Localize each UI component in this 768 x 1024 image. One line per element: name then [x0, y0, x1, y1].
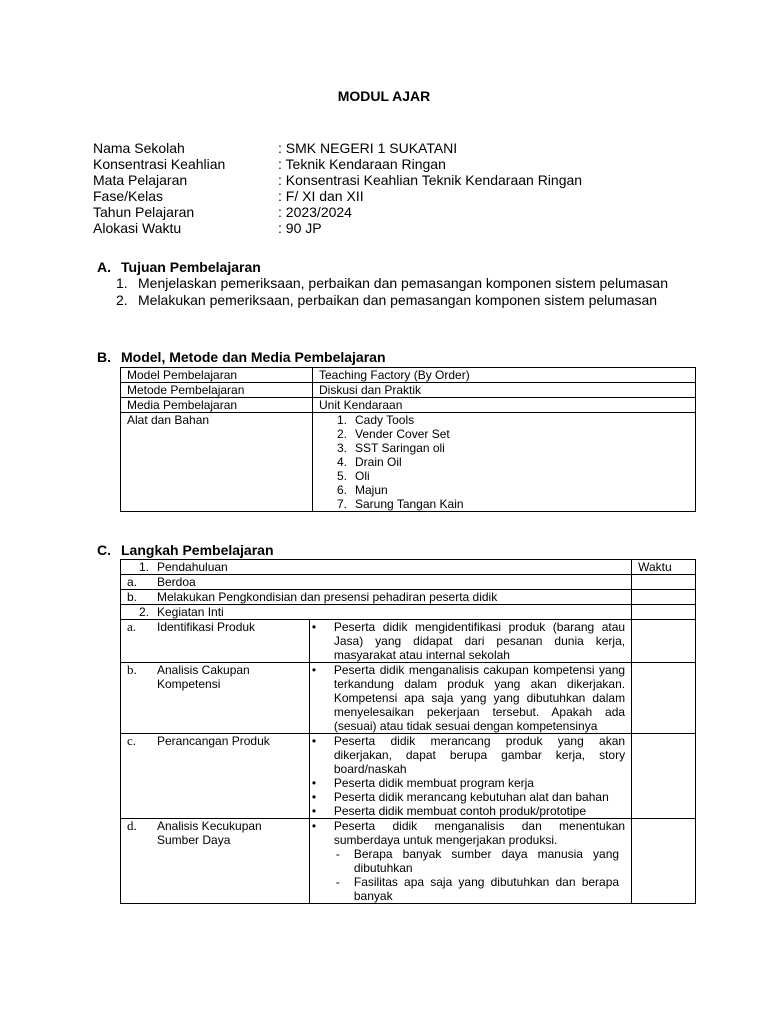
table-cell: [121, 590, 632, 605]
list-number: 7.: [336, 497, 347, 511]
table-cell: [309, 620, 631, 663]
row-label: Pendahuluan: [157, 560, 228, 574]
list-item: [319, 469, 695, 483]
list-item: [319, 441, 695, 455]
table-cell-value: Diskusi dan Praktik: [313, 383, 696, 398]
list-text: Peserta didik mengidentifikasi produk (barang atau Jasa) yang didapat dari pesanan dunia kerja, masyarakat atau internal sekolah: [333, 620, 626, 662]
table-cell: [309, 663, 631, 734]
section-a-heading: [97, 259, 261, 275]
table-cell-label: Metode Pembelajaran: [121, 383, 313, 398]
identity-label: Tahun Pelajaran: [93, 204, 195, 220]
table-cell: [632, 734, 696, 819]
list-number: 1.: [336, 413, 347, 427]
identity-value: : Konsentrasi Keahlian Teknik Kendaraan Ringan: [278, 172, 583, 188]
identity-row: [93, 220, 582, 236]
section-letter: A.: [97, 259, 111, 275]
table-cell: [121, 605, 632, 620]
table-row: [121, 398, 696, 413]
row-letter: d.: [127, 818, 137, 833]
model-table: [120, 367, 696, 512]
table-row: [121, 605, 696, 620]
sub-item: - Berapa banyak sumber daya manusia yang dibutuhkan: [335, 847, 620, 875]
table-cell: [309, 819, 631, 904]
table-cell: [121, 819, 310, 904]
sub-text: Berapa banyak sumber daya manusia yang dibutuhkan: [353, 847, 620, 875]
identity-block: [93, 140, 582, 236]
identity-row: [93, 156, 582, 172]
identity-value: : SMK NEGERI 1 SUKATANI: [278, 140, 458, 156]
table-cell-label: Alat dan Bahan: [121, 413, 313, 512]
goal-item: [116, 275, 676, 291]
list-text: Sarung Tangan Kain: [355, 497, 464, 511]
list-number: 5.: [336, 469, 347, 483]
identity-value: : 90 JP: [278, 220, 322, 236]
table-row: [121, 663, 696, 734]
row-number: 2.: [138, 605, 149, 619]
table-row: [121, 368, 696, 383]
table-cell: [632, 819, 696, 904]
list-text: Peserta didik merancang produk yang akan dikerjakan, dapat berupa gambar kerja, story board/naskah: [333, 734, 626, 776]
row-label: Perancangan Produk: [157, 734, 270, 748]
table-cell: [309, 734, 631, 819]
list-text: Peserta didik membuat program kerja: [333, 776, 534, 790]
list-number: 3.: [336, 441, 347, 455]
list-item: • Peserta didik mengidentifikasi produk (barang atau Jasa) yang didapat dari pesanan dunia kerja, masyarakat atau internal sekolah: [311, 620, 626, 662]
identity-value: : 2023/2024: [278, 204, 352, 220]
list-item: [319, 427, 695, 441]
identity-label: Alokasi Waktu: [93, 220, 182, 236]
list-item: [319, 455, 695, 469]
list-item: [319, 413, 695, 427]
section-c-heading: [97, 542, 274, 558]
identity-label: Mata Pelajaran: [93, 172, 188, 188]
list-text: Peserta didik menganalisis cakupan kompetensi yang terkandung dalam produk yang akan dikerjakan. Kompetensi apa saja yang yang dibutuhkan dalam menyelesaikan pekerjaan tersebut. Apakah ada (sesuai) atau tidak sesuai dengan kompetensinya: [333, 663, 626, 733]
row-letter: b.: [127, 590, 138, 604]
identity-row: [93, 204, 582, 220]
table-row: [121, 819, 696, 904]
row-letter: a.: [127, 575, 138, 589]
sub-text: Fasilitas apa saja yang dibutuhkan dan berapa banyak: [353, 875, 620, 903]
row-letter: c.: [127, 733, 137, 748]
tools-cell: [313, 413, 696, 512]
row-label: Analisis Cakupan Kompetensi: [157, 663, 250, 691]
document-title: MODUL AJAR: [337, 88, 431, 104]
table-row: [121, 734, 696, 819]
section-title: Tujuan Pembelajaran: [121, 259, 261, 275]
row-label: Identifikasi Produk: [157, 620, 256, 634]
table-cell: [121, 620, 310, 663]
identity-value: : Teknik Kendaraan Ringan: [278, 156, 446, 172]
list-item: • Peserta didik merancang kebutuhan alat dan bahan: [311, 790, 609, 804]
table-row: [121, 575, 696, 590]
table-row: [121, 383, 696, 398]
table-row: [121, 413, 696, 512]
identity-value: : F/ XI dan XII: [278, 188, 364, 204]
list-item: • Peserta didik menganalisis dan menentukan sumberdaya untuk mengerjakan produksi. - Berapa banyak sumber daya manusia yang dibutuhkan - Fasilitas apa saja yang dibutuhkan dan berapa banyak: [311, 819, 626, 903]
table-cell: [632, 590, 696, 605]
goal-text: Melakukan pemeriksaan, perbaikan dan pemasangan komponen sistem pelumasan: [138, 292, 658, 308]
list-number: 2.: [336, 427, 347, 441]
goals-list: [116, 275, 676, 309]
goal-text: Menjelaskan pemeriksaan, perbaikan dan pemasangan komponen sistem pelumasan: [138, 275, 668, 291]
bullet-list: [310, 734, 631, 818]
list-text: Peserta didik menganalisis dan menentukan sumberdaya untuk mengerjakan produksi.: [333, 819, 626, 847]
row-text: Berdoa: [157, 575, 196, 589]
section-letter: B.: [97, 349, 111, 365]
steps-table: [120, 559, 696, 904]
identity-row: [93, 188, 582, 204]
bullet-list: [310, 819, 631, 903]
list-item: • Peserta didik menganalisis cakupan kompetensi yang terkandung dalam produk yang akan dikerjakan. Kompetensi apa saja yang yang dibutuhkan dalam menyelesaikan pekerjaan tersebut. Apakah ada (sesuai) atau tidak sesuai dengan kompetensinya: [311, 663, 626, 733]
table-cell: [632, 620, 696, 663]
list-text: Peserta didik membuat contoh produk/prototipe: [333, 804, 587, 818]
goal-item: [116, 292, 676, 308]
list-item: [319, 497, 695, 511]
row-letter: a.: [127, 619, 137, 634]
list-item: [319, 483, 695, 497]
list-text: Vender Cover Set: [355, 427, 450, 441]
table-cell: [121, 734, 310, 819]
goal-number: 2.: [116, 292, 128, 308]
table-cell: [632, 575, 696, 590]
list-text: SST Saringan oli: [355, 441, 445, 455]
table-cell: [121, 560, 632, 575]
table-cell: [632, 663, 696, 734]
row-label: Analisis Kecukupan Sumber Daya: [157, 819, 262, 847]
goal-number: 1.: [116, 275, 128, 291]
row-text: Melakukan Pengkondisian dan presensi pehadiran peserta didik: [157, 590, 498, 604]
table-cell: [632, 605, 696, 620]
tools-list: [319, 413, 695, 511]
list-text: Peserta didik merancang kebutuhan alat dan bahan: [333, 790, 609, 804]
section-letter: C.: [97, 542, 111, 558]
identity-row: [93, 140, 582, 156]
list-number: 4.: [336, 455, 347, 469]
identity-label: Konsentrasi Keahlian: [93, 156, 226, 172]
list-number: 6.: [336, 483, 347, 497]
sub-item: - Fasilitas apa saja yang dibutuhkan dan berapa banyak: [335, 875, 620, 903]
table-cell: [121, 663, 310, 734]
section-title: Langkah Pembelajaran: [121, 542, 274, 558]
table-cell-label: Media Pembelajaran: [121, 398, 313, 413]
list-text: Majun: [355, 483, 388, 497]
section-b-heading: [97, 349, 386, 365]
waktu-header: Waktu: [632, 560, 696, 575]
table-cell: [121, 575, 632, 590]
table-row: [121, 560, 696, 575]
bullet-list: [310, 620, 631, 662]
list-item: • Peserta didik membuat contoh produk/prototipe: [311, 804, 587, 818]
list-text: Drain Oil: [355, 455, 402, 469]
table-row: [121, 590, 696, 605]
row-letter: b.: [127, 662, 137, 677]
identity-label: Nama Sekolah: [93, 140, 185, 156]
table-cell-value: Unit Kendaraan: [313, 398, 696, 413]
table-cell-value: Teaching Factory (By Order): [313, 368, 696, 383]
list-item: • Peserta didik membuat program kerja: [311, 776, 534, 790]
identity-label: Fase/Kelas: [93, 188, 164, 204]
bullet-list: [310, 663, 631, 733]
section-title: Model, Metode dan Media Pembelajaran: [121, 349, 386, 365]
row-label: Kegiatan Inti: [157, 605, 224, 619]
list-text: Cady Tools: [355, 413, 415, 427]
list-item: • Peserta didik merancang produk yang akan dikerjakan, dapat berupa gambar kerja, story board/naskah: [311, 734, 626, 776]
identity-row: [93, 172, 582, 188]
table-cell-label: Model Pembelajaran: [121, 368, 313, 383]
table-row: [121, 620, 696, 663]
sub-list: [334, 847, 625, 903]
row-number: 1.: [138, 560, 149, 574]
list-text: Oli: [355, 469, 370, 483]
